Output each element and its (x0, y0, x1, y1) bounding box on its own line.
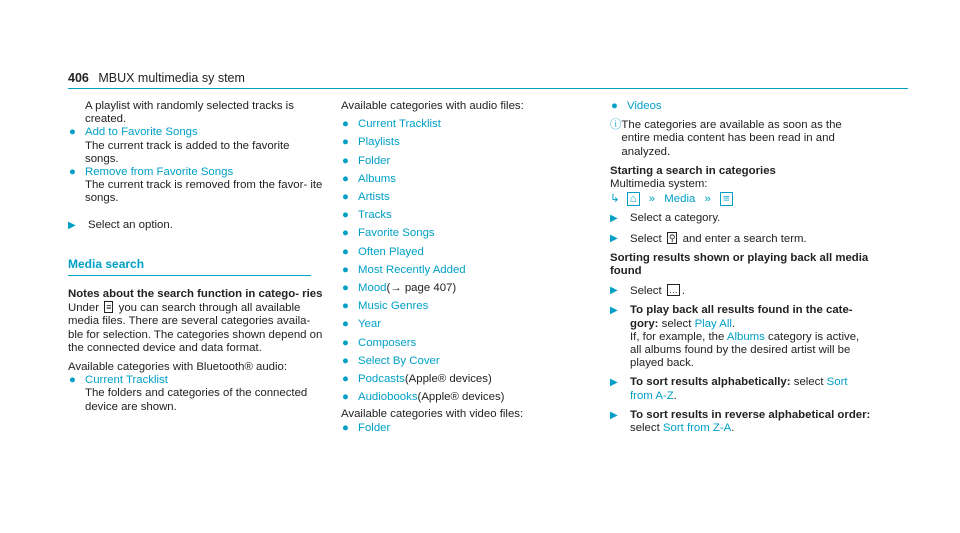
category-note: (→ page 407) (386, 282, 457, 295)
audio-heading: Available categories with audio files: (341, 100, 524, 112)
step-text (630, 376, 872, 402)
list-item (341, 318, 596, 331)
bullet-icon: ● (342, 282, 349, 295)
audio-category-11[interactable]: Year (358, 318, 382, 331)
list-item (341, 300, 596, 313)
item-description: The current track is added to the favorite songs. (85, 139, 290, 165)
item-description: The current track is removed from the favor- ite songs. (85, 179, 323, 205)
list-item (610, 100, 872, 113)
notes-text-post: you can search through all available media files. There are several categories availa- ble for selection. The categories shown depend on the connected device and data format. (68, 302, 323, 354)
list-item (341, 191, 596, 204)
bullet-icon: ● (342, 209, 349, 222)
more-options-icon: … (668, 285, 678, 296)
step (610, 376, 872, 402)
bluetooth-heading: Available categories with Bluetooth® audio: (68, 361, 288, 374)
audio-category-12[interactable]: Composers (358, 336, 417, 349)
bullet-icon: ● (342, 391, 349, 404)
info-note (610, 119, 872, 159)
category-albums-link[interactable]: Albums (726, 330, 765, 343)
category-videos[interactable]: Videos (627, 100, 662, 112)
page-header (68, 71, 245, 85)
list-item (341, 391, 596, 404)
chevron-right-icon: » (648, 193, 656, 206)
step-arrow-icon: ▶ (68, 219, 76, 231)
audio-category-13[interactable]: Select By Cover (358, 354, 440, 367)
step-pre: select (630, 422, 663, 435)
step-text: Select a category. (630, 212, 721, 225)
bullet-icon: ● (342, 421, 349, 434)
list-item (341, 136, 596, 149)
page-number: 406 (68, 71, 89, 85)
list-item (341, 337, 596, 350)
bullet-icon: ● (611, 100, 618, 112)
item-description: The folders and categories of the connected device are shown. (85, 387, 308, 413)
step-extra-pre: If, for example, the (630, 330, 727, 343)
bullet-icon: ● (342, 373, 349, 386)
multimedia-system-label: Multimedia system: (610, 178, 708, 191)
bullet-icon: ● (342, 336, 349, 349)
list-item (341, 373, 596, 386)
bullet-icon: ● (342, 136, 349, 149)
step-bold: To sort results in reverse alphabetical order: (630, 408, 871, 421)
step (610, 284, 872, 298)
notes-heading: Notes about the search function in catego- ries (68, 288, 323, 301)
audio-category-5[interactable]: Tracks (358, 209, 392, 222)
audio-category-1[interactable]: Playlists (358, 136, 400, 149)
column-1 (68, 100, 323, 414)
step-bold: To sort results alphabetically: (630, 376, 791, 389)
list-item (341, 355, 596, 368)
notes-paragraph (68, 301, 323, 355)
list-item (341, 246, 596, 259)
step (610, 232, 872, 246)
return-arrow-icon: ↳ (610, 193, 620, 206)
search-icon: ⚲ (668, 232, 676, 243)
page-header-title: MBUX multimedia sy stem (98, 71, 245, 85)
step-arrow-icon: ▶ (610, 232, 618, 244)
audio-category-7[interactable]: Often Played (358, 245, 424, 258)
step-arrow-icon: ▶ (610, 409, 618, 421)
notes-text-pre: Under (68, 302, 100, 315)
start-heading: Starting a search in categories (610, 164, 776, 177)
list-item (341, 422, 596, 435)
audio-category-9[interactable]: Mood (358, 282, 387, 295)
video-heading: Available categories with video files: (341, 408, 524, 421)
step-post: . (731, 422, 735, 435)
bullet-icon: ● (342, 263, 349, 276)
menu-item-add-favorite[interactable]: Add to Favorite Songs (85, 126, 198, 139)
column-3 (610, 100, 872, 435)
list-item (68, 166, 323, 179)
step (68, 219, 323, 232)
list-item (341, 155, 596, 168)
section-rule (68, 275, 311, 276)
list-item (68, 374, 323, 387)
step-text: Select an option. (88, 218, 173, 231)
column-2 (341, 100, 596, 435)
audio-category-15[interactable]: Audiobooks (358, 391, 418, 404)
step-pre: select (790, 376, 827, 389)
list-item (341, 209, 596, 222)
audio-category-list (341, 118, 596, 404)
step-text (630, 409, 872, 435)
step-text (630, 304, 872, 370)
audio-category-4[interactable]: Artists (358, 191, 390, 204)
option-sort-z-a[interactable]: Sort from Z-A (662, 422, 732, 435)
playlist-intro: A playlist with randomly selected tracks is created. (85, 100, 294, 126)
bullet-icon: ● (342, 172, 349, 185)
step-bold: To play back all results found in the cate- gory: (630, 304, 853, 330)
header-rule (68, 88, 908, 89)
bullet-icon: ● (342, 227, 349, 240)
audio-category-3[interactable]: Albums (358, 172, 396, 185)
bullet-icon: ● (342, 191, 349, 204)
step-arrow-icon: ▶ (610, 213, 618, 225)
step-text-pre: Select (630, 232, 662, 245)
section-title-media-search: Media search (68, 256, 145, 271)
audio-category-2[interactable]: Folder (358, 154, 391, 167)
audio-category-0[interactable]: Current Tracklist (358, 118, 441, 131)
audio-category-6[interactable]: Favorite Songs (358, 227, 435, 240)
step-pre: select (658, 317, 695, 330)
bullet-icon: ● (69, 166, 76, 179)
step-post: . (731, 317, 736, 330)
nav-media[interactable]: Media (664, 193, 696, 206)
step (610, 304, 872, 370)
list-icon[interactable]: ≡ (720, 192, 733, 206)
step (610, 212, 872, 225)
option-play-all[interactable]: Play All (694, 317, 732, 330)
option-sort-a-z[interactable]: Sort from A-Z (630, 376, 848, 402)
audio-category-8[interactable]: Most Recently Added (358, 263, 466, 276)
step-text-pre: Select (630, 285, 662, 298)
bullet-icon: ● (69, 374, 76, 387)
step-text-post: . (681, 285, 686, 298)
step-text (630, 284, 685, 298)
step-arrow-icon: ▶ (610, 305, 618, 317)
list-item (341, 282, 596, 295)
bullet-icon: ● (342, 300, 349, 313)
info-icon: ⓘ (610, 119, 622, 132)
chevron-right-icon: » (704, 193, 711, 206)
category-note: (Apple® devices) (417, 391, 505, 404)
nav-path (610, 193, 872, 206)
category-video-folder[interactable]: Folder (358, 421, 391, 434)
list-item (341, 264, 596, 277)
audio-category-10[interactable]: Music Genres (358, 300, 429, 313)
list-item (68, 126, 323, 139)
bullet-icon: ● (69, 126, 76, 139)
step-text (630, 232, 807, 246)
list-item (341, 173, 596, 186)
home-icon[interactable]: ⌂ (627, 192, 640, 206)
bullet-icon: ● (342, 154, 349, 167)
category-note: (Apple® devices) (404, 373, 492, 386)
step-arrow-icon: ▶ (610, 285, 618, 297)
step-post: . (673, 389, 677, 402)
list-icon: ≡ (106, 302, 112, 313)
step-extra-post: category is active, all albums found by the desired artist will be played back. (630, 330, 860, 370)
category-current-tracklist[interactable]: Current Tracklist (85, 374, 168, 387)
menu-item-remove-favorite[interactable]: Remove from Favorite Songs (85, 166, 234, 179)
bullet-icon: ● (342, 318, 349, 331)
bullet-icon: ● (342, 245, 349, 258)
step-arrow-icon: ▶ (610, 377, 618, 389)
sort-heading: Sorting results shown or playing back all media found (610, 251, 869, 278)
bullet-icon: ● (342, 118, 349, 131)
info-text: The categories are available as soon as the entire media content has been read in and analyzed. (621, 119, 842, 158)
step-text-post: and enter a search term. (682, 232, 807, 245)
list-item (341, 227, 596, 240)
bullet-icon: ● (342, 354, 349, 367)
list-item (341, 118, 596, 131)
audio-category-14[interactable]: Podcasts (358, 373, 405, 386)
step (610, 409, 872, 435)
